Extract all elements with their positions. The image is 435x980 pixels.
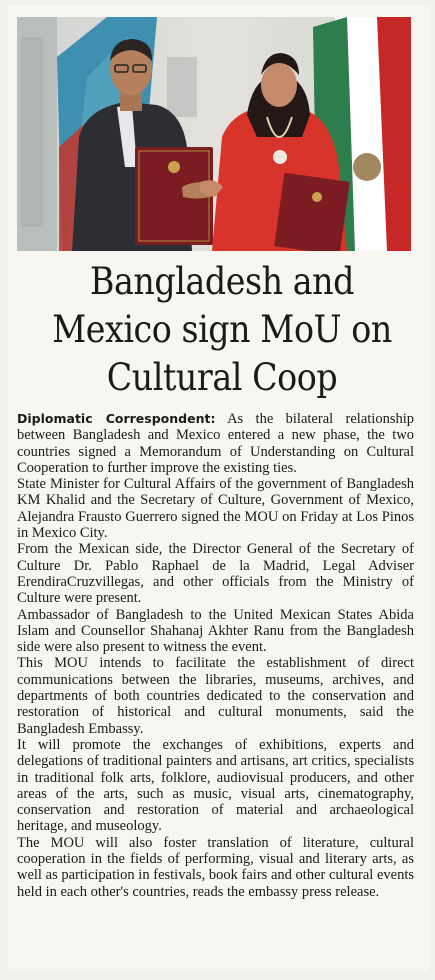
article-body <box>17 411 414 900</box>
article-paragraph: It will promote the exchanges of exhibitions, experts and delegations of traditional painters and artisans, art critics, specialists in traditional folk arts, folklore, audiovisual producers, and other areas of the arts, such as music, visual arts, cinematography, conservation and restoration of material and archaeological heritage, and museology. <box>17 736 414 835</box>
headline: Bangladesh and Mexico sign MoU on Cultural Coop <box>52 260 392 399</box>
article-paragraph: The MOU will also foster translation of literature, cultural cooperation in the fields of performing, visual and literary arts, as well as participation in festivals, book fairs and other cultural events held in each other's countries, reads the embassy press release. <box>17 834 414 900</box>
signing-ceremony-photo <box>17 17 411 251</box>
article-paragraph: State Minister for Cultural Affairs of the government of Bangladesh KM Khalid and the Secretary of Culture, Government of Mexico, Alejandra Frausto Guerrero signed the MOU on Friday at Los Pinos in Mexico City. <box>17 476 414 542</box>
byline: Diplomatic Correspondent: <box>17 411 216 426</box>
article-paragraph: This MOU intends to facilitate the establishment of direct communications between the libraries, museums, archives, and departments of both countries dedicated to the conservation and restoration of historical and cultural monuments, said the Bangladesh Embassy. <box>17 655 414 737</box>
article-paragraph: From the Mexican side, the Director General of the Secretary of Culture Dr. Pablo Raphael de la Madrid, Legal Adviser ErendiraCruzvillegas, and other officials from the Ministry of Culture were present. <box>17 541 414 607</box>
photo-illustration <box>17 17 411 251</box>
article-paragraph: Ambassador of Bangladesh to the United Mexican States Abida Islam and Counsellor Shahanaj Akhter Ranu from the Bangladesh side were also present to witness the event. <box>17 606 414 656</box>
article-paragraph: Diplomatic Correspondent: As the bilateral relationship between Bangladesh and Mexico entered a new phase, the two countries signed a Memorandum of Understanding on Cultural Cooperation to further improve the existing ties. <box>17 411 414 476</box>
